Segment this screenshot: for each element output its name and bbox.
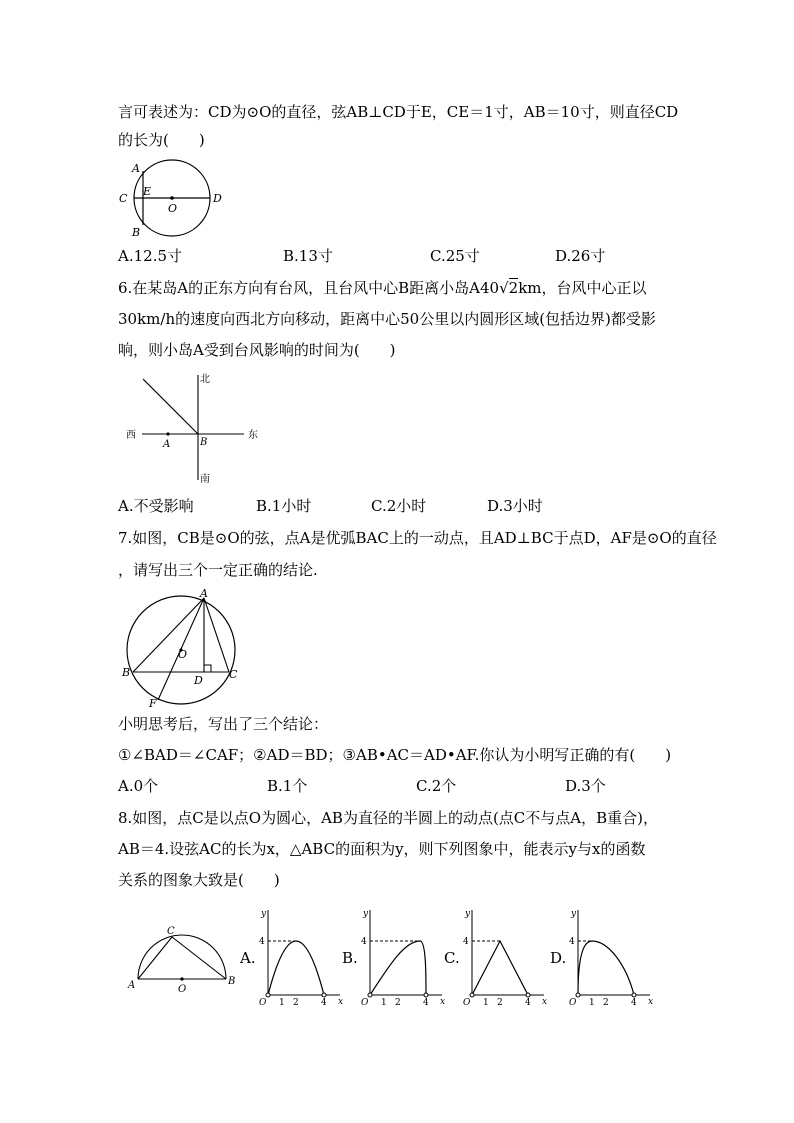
- q8-graph-c[interactable]: [462, 904, 552, 1010]
- q6-option-a[interactable]: A.不受影响: [118, 497, 194, 515]
- tick-4: 4: [525, 998, 531, 1008]
- q6-option-d[interactable]: D.3小时: [487, 497, 543, 515]
- q7-label-D: D: [194, 674, 203, 687]
- tick-4: 4: [631, 998, 637, 1008]
- q8-option-d-letter[interactable]: D.: [550, 949, 567, 967]
- q5-label-O: O: [168, 202, 178, 215]
- q6-option-b[interactable]: B.1小时: [256, 497, 312, 515]
- q6-label-north: 北: [200, 374, 210, 385]
- sqrt-symbol: √: [499, 279, 509, 297]
- q5-text-line2: 的长为( ): [118, 131, 205, 149]
- q6-label-east: 东: [248, 430, 258, 441]
- origin-label: O: [361, 998, 369, 1008]
- q7-text-line1: 7.如图，CB是⊙O的弦，点A是优弧BAC上的一动点，且AD⊥BC于点D，AF是⊙O的直径: [118, 529, 717, 547]
- q6-line1-post: km，台风中心正以: [518, 279, 647, 297]
- q8-semicircle-figure: [124, 924, 240, 996]
- q5-label-D: D: [213, 192, 222, 205]
- axis-x-label: x: [648, 997, 654, 1007]
- tick-2: 2: [497, 998, 503, 1008]
- q8-graph-b[interactable]: [360, 904, 450, 1010]
- q7-label-B: B: [122, 666, 131, 679]
- q5-option-c[interactable]: C.25寸: [430, 247, 480, 265]
- tick-1: 1: [381, 998, 387, 1008]
- q8-option-c-letter[interactable]: C.: [444, 949, 460, 967]
- q5-label-C: C: [119, 192, 128, 205]
- q6-label-B: B: [200, 437, 208, 448]
- q5-option-d[interactable]: D.26寸: [555, 247, 606, 265]
- q6-option-c[interactable]: C.2小时: [371, 497, 427, 515]
- tick-4: 4: [361, 937, 367, 947]
- q5-text-line1: 言可表述为：CD为⊙O的直径，弦AB⊥CD于E，CE＝1寸，AB＝10寸，则直径CD: [118, 103, 679, 121]
- tick-4: 4: [423, 998, 429, 1008]
- q6-text-line2: 30km/h的速度向西北方向移动，距离中心50公里以内圆形区域(包括边界)都受影: [118, 310, 656, 328]
- tick-4: 4: [463, 937, 469, 947]
- q8-graph-d[interactable]: [568, 904, 658, 1010]
- tick-4: 4: [321, 998, 327, 1008]
- q7-label-O: O: [178, 648, 188, 661]
- q6-label-south: 南: [200, 474, 210, 485]
- q8-label-B: B: [228, 976, 236, 987]
- q5-option-b[interactable]: B.13寸: [283, 247, 333, 265]
- tick-4: 4: [569, 937, 575, 947]
- tick-4: 4: [259, 937, 265, 947]
- q7-option-c[interactable]: C.2个: [416, 777, 457, 795]
- q6-line1-pre: 6.在某岛A的正东方向有台风，且台风中心B距离小岛A40: [118, 279, 500, 297]
- tick-1: 1: [483, 998, 489, 1008]
- q5-label-E: E: [143, 185, 152, 198]
- axis-x-label: x: [338, 997, 344, 1007]
- q8-label-O: O: [178, 984, 187, 995]
- tick-1: 1: [279, 998, 285, 1008]
- q5-label-B: B: [132, 226, 141, 239]
- q7-text-line2: ，请写出三个一定正确的结论.: [118, 561, 318, 579]
- q6-label-west: 西: [126, 430, 136, 441]
- q8-label-A: A: [128, 980, 136, 991]
- tick-1: 1: [589, 998, 595, 1008]
- q8-text-line1: 8.如图，点C是以点O为圆心，AB为直径的半圆上的动点(点C不与点A，B重合)，: [118, 809, 658, 827]
- q7-circle-figure: [118, 588, 248, 708]
- q6-compass-figure: [118, 370, 268, 488]
- q7-label-C: C: [229, 668, 238, 681]
- q8-label-C: C: [167, 926, 175, 937]
- q6-label-A: A: [163, 439, 171, 450]
- tick-2: 2: [603, 998, 609, 1008]
- axis-y-label: y: [571, 909, 577, 919]
- tick-2: 2: [395, 998, 401, 1008]
- origin-label: O: [259, 998, 267, 1008]
- q6-text-line1: [118, 278, 647, 298]
- axis-x-label: x: [542, 997, 548, 1007]
- q7-label-F: F: [149, 697, 157, 710]
- tick-2: 2: [293, 998, 299, 1008]
- q7-label-A: A: [200, 587, 208, 600]
- q5-option-a[interactable]: A.12.5寸: [118, 247, 182, 265]
- q8-text-line2: AB＝4.设弦AC的长为x，△ABC的面积为y，则下列图象中，能表示y与x的函数: [118, 840, 646, 858]
- q7-option-b[interactable]: B.1个: [267, 777, 308, 795]
- q8-option-b-letter[interactable]: B.: [342, 949, 358, 967]
- origin-label: O: [569, 998, 577, 1008]
- q7-option-d[interactable]: D.3个: [565, 777, 606, 795]
- q8-graph-a[interactable]: [258, 904, 348, 1010]
- q5-circle-figure: [116, 160, 226, 240]
- q6-text-line3: 响，则小岛A受到台风影响的时间为( ): [118, 341, 396, 359]
- axis-y-label: y: [465, 909, 471, 919]
- axis-y-label: y: [363, 909, 369, 919]
- axis-x-label: x: [440, 997, 446, 1007]
- q7-text-line3: 小明思考后，写出了三个结论：: [118, 715, 329, 733]
- q7-option-a[interactable]: A.0个: [118, 777, 159, 795]
- axis-y-label: y: [261, 909, 267, 919]
- q8-text-line3: 关系的图象大致是( ): [118, 871, 280, 889]
- q5-label-A: A: [132, 162, 140, 175]
- origin-label: O: [463, 998, 471, 1008]
- q7-text-line4: ①∠BAD＝∠CAF；②AD＝BD；③AB•AC＝AD•AF.你认为小明写正确的有( ): [118, 746, 672, 764]
- q6-sqrt-arg: 2: [508, 279, 519, 297]
- q8-option-a-letter[interactable]: A.: [240, 949, 256, 967]
